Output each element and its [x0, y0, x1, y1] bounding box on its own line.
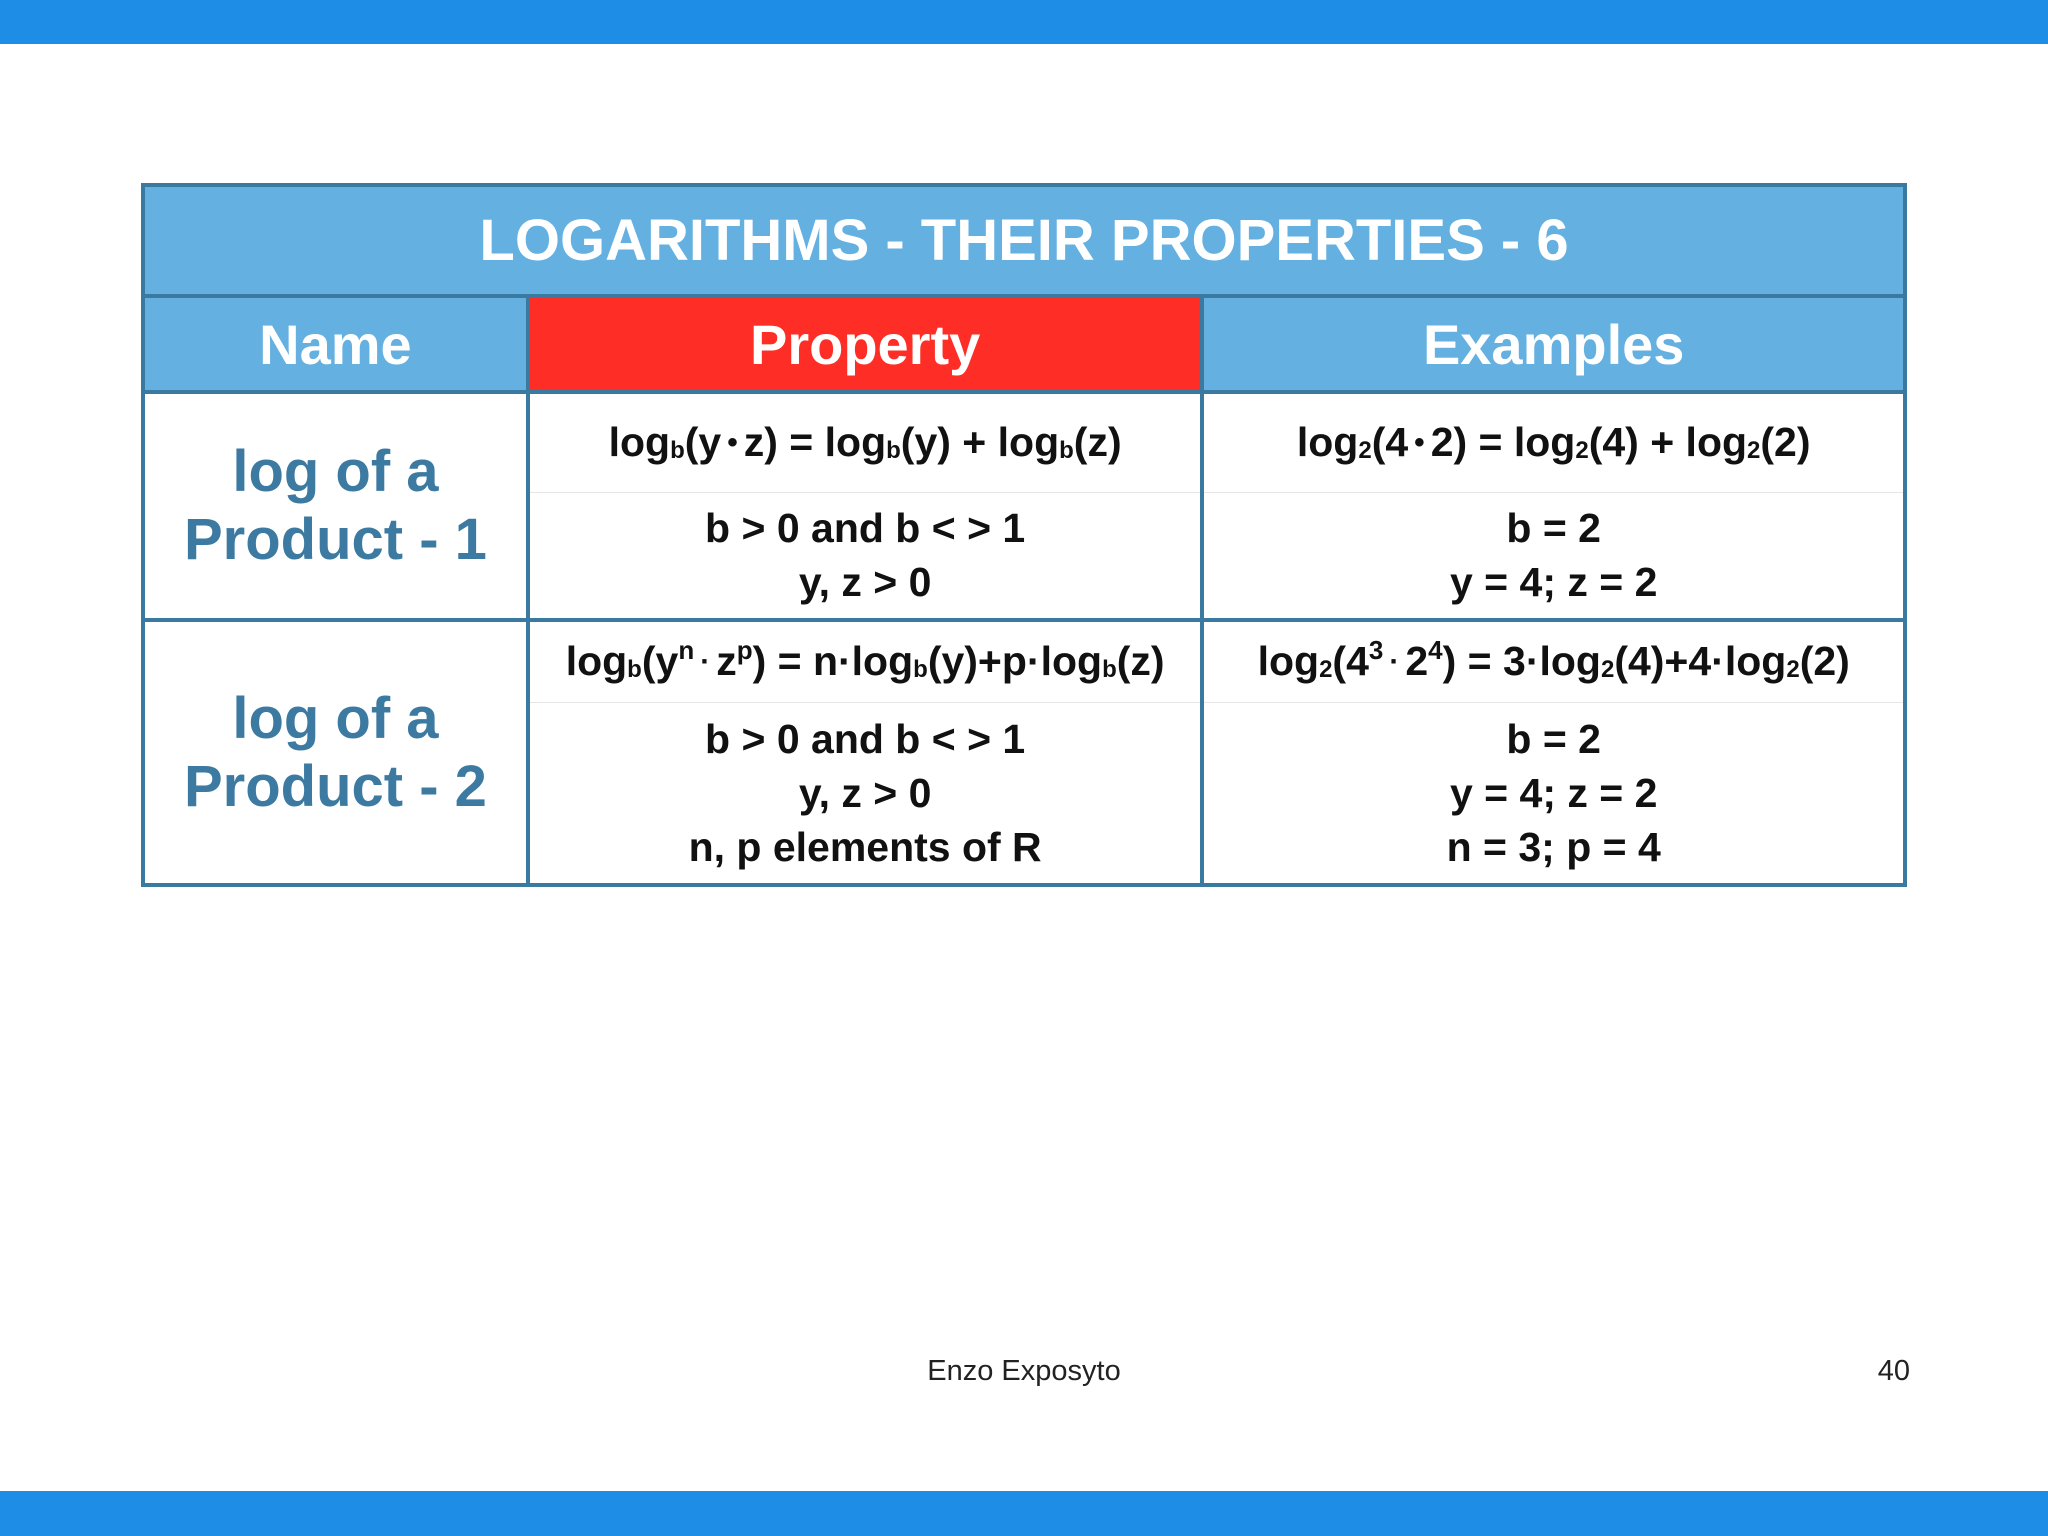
example-formula: $\log_2(4$ • $2) = \log_2(4) + \log_2(2)$ [1202, 392, 1905, 492]
column-header-property: Property [528, 296, 1203, 392]
properties-table [141, 183, 1907, 887]
table-row [143, 392, 1905, 492]
bottom-accent-bar [0, 1491, 2048, 1536]
top-accent-bar [0, 0, 2048, 44]
condition-line: b = 2 [1506, 505, 1601, 552]
condition-line: y = 4; z = 2 [1449, 559, 1658, 606]
row-name-cell [143, 620, 528, 885]
table-title-row [143, 185, 1905, 296]
column-header-examples: Examples [1202, 296, 1905, 392]
property-formula: $\log_b(y$ • $z) = \log_b(y) + \log_b(z)$ [528, 392, 1203, 492]
row-name-line: log of a [232, 685, 439, 751]
row-name-line: Product - 1 [183, 507, 487, 572]
footer-author: Enzo Exposyto [927, 1355, 1121, 1387]
property-conditions [528, 702, 1203, 885]
page-number: 40 [1877, 1355, 1910, 1387]
example-formula: $\log_2(4^3 \cdot 2^4) = 3\cdot\log_2(4)+4\cdot\log_2(2)$ [1202, 620, 1905, 702]
condition-line: n = 3; p = 4 [1446, 823, 1661, 870]
table-row [143, 620, 1905, 702]
table-header-row [143, 296, 1905, 392]
column-header-name: Name [143, 296, 528, 392]
table-title: LOGARITHMS - THEIR PROPERTIES - 6 [143, 185, 1905, 296]
row-name-line: Product - 2 [183, 753, 487, 819]
row-name-cell [143, 392, 528, 620]
condition-line: n, p elements of R [688, 823, 1042, 870]
example-conditions [1202, 702, 1905, 885]
condition-line: b > 0 and b < > 1 [705, 715, 1026, 762]
condition-line: b > 0 and b < > 1 [705, 505, 1026, 552]
row-name-line: log of a [232, 439, 439, 504]
condition-line: b = 2 [1506, 715, 1601, 762]
condition-line: y = 4; z = 2 [1449, 769, 1658, 816]
property-formula: $\log_b(y^n \cdot z^p) = n\cdot\log_b(y)+p\cdot\log_b(z)$ [528, 620, 1203, 702]
example-conditions [1202, 492, 1905, 620]
condition-line: y, z > 0 [798, 769, 932, 816]
property-conditions [528, 492, 1203, 620]
condition-line: y, z > 0 [798, 559, 932, 606]
